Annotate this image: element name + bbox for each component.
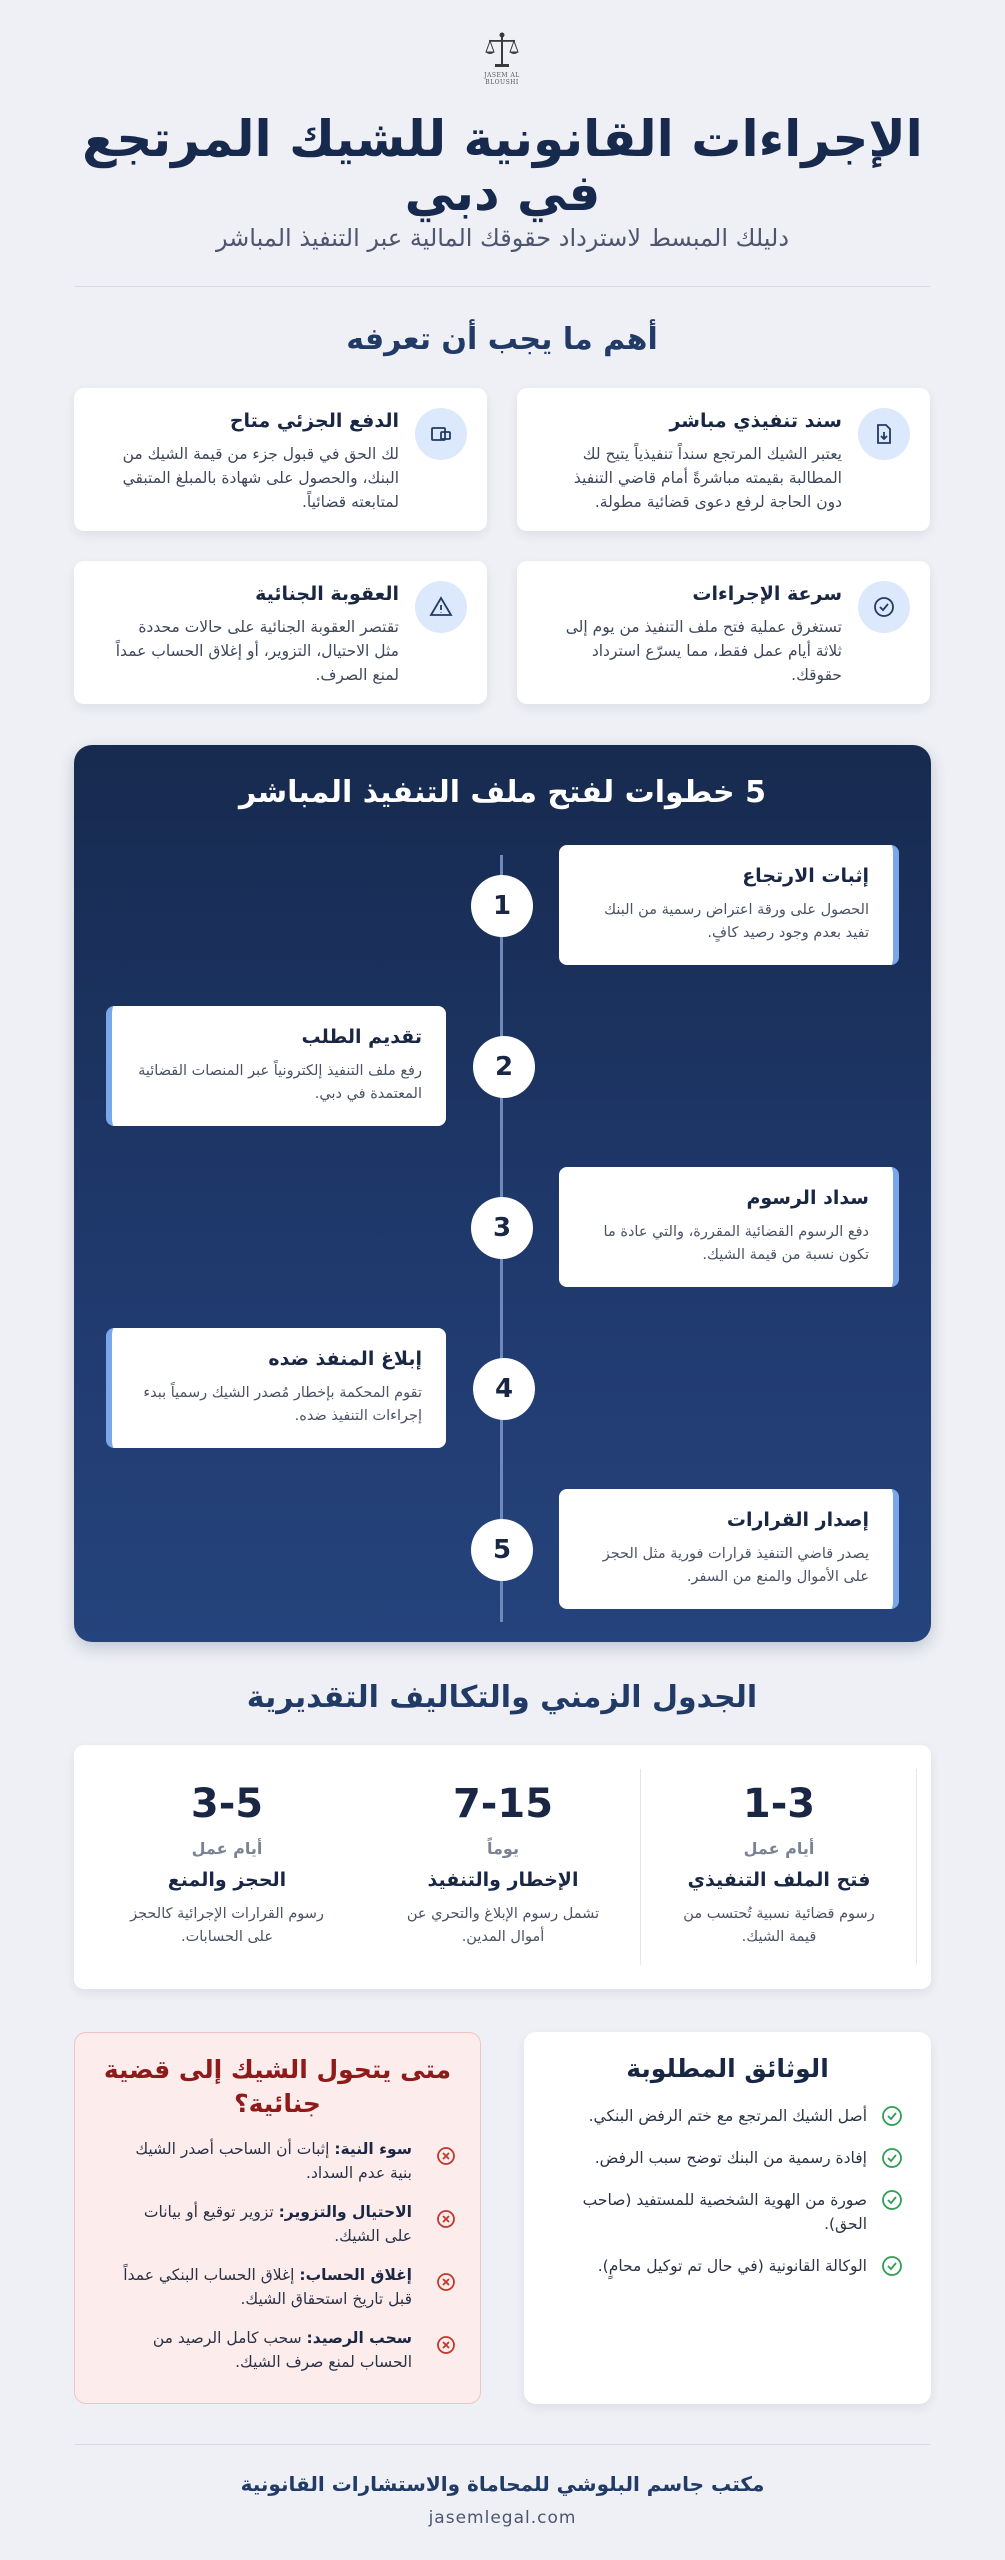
list-item xyxy=(548,2188,903,2236)
step-card-2 xyxy=(106,1006,446,1126)
cost-duration: 3-5 xyxy=(190,1781,264,1827)
step-card-3 xyxy=(559,1167,899,1287)
cost-duration: 7-15 xyxy=(452,1781,554,1827)
list-item xyxy=(115,2200,456,2248)
info-card-desc: تقتصر العقوبة الجنائية على حالات محددة مثل الاحتيال، التزوير، أو إغلاق الحساب عمداً لمنع الصرف. xyxy=(115,618,399,684)
criminal-case-card xyxy=(74,2032,481,2404)
step-title: إثبات الارتجاع xyxy=(742,865,869,887)
list-item xyxy=(115,2326,456,2374)
cost-unit: يوماً xyxy=(487,1839,519,1858)
step-title: سداد الرسوم xyxy=(746,1187,869,1209)
documents-list xyxy=(548,2104,903,2296)
criminal-item-text: إغلاق الحساب البنكي عمداً قبل تاريخ استحقاق الشيك. xyxy=(123,2266,412,2308)
documents-card xyxy=(524,2032,931,2404)
criminal-title: متى يتحول الشيك إلى قضية جنائية؟ xyxy=(103,2055,452,2118)
step-number: 2 xyxy=(473,1036,535,1098)
document-item: إفادة رسمية من البنك توضح سبب الرفض. xyxy=(594,2149,867,2167)
step-title: إبلاغ المنفذ ضده xyxy=(268,1348,422,1370)
step-number: 3 xyxy=(471,1197,533,1259)
logo-text: JASEM AL BLOUSHI xyxy=(484,72,520,86)
page-subtitle: دليلك المبسط لاسترداد حقوقك المالية عبر التنفيذ المباشر xyxy=(215,224,790,252)
cost-column xyxy=(365,1745,641,1989)
x-circle-icon xyxy=(436,2272,456,2292)
step-title: تقديم الطلب xyxy=(301,1026,422,1048)
step-title: إصدار القرارات xyxy=(726,1509,869,1531)
step-desc: رفع ملف التنفيذ إلكترونياً عبر المنصات القضائية المعتمدة في دبي. xyxy=(138,1063,422,1102)
criminal-item-text: تزوير توقيع أو بيانات على الشيك. xyxy=(143,2203,412,2245)
info-card-partial-payment xyxy=(74,388,487,531)
info-card-criminal-penalty xyxy=(74,561,487,704)
x-circle-icon xyxy=(436,2209,456,2229)
step-desc: دفع الرسوم القضائية المقررة، والتي عادة ما تكون نسبة من قيمة الشيك. xyxy=(603,1224,869,1263)
list-item xyxy=(115,2137,456,2185)
section-title-know: أهم ما يجب أن تعرفه xyxy=(346,322,658,357)
criminal-item-label: سحب الرصيد: xyxy=(306,2329,412,2347)
info-card-executive-instrument xyxy=(517,388,930,531)
cost-unit: أيام عمل xyxy=(743,1839,815,1858)
firm-logo xyxy=(467,32,537,92)
info-card-speed xyxy=(517,561,930,704)
cost-column xyxy=(89,1745,365,1989)
cost-column xyxy=(641,1745,917,1989)
info-card-desc: يعتبر الشيك المرتجع سنداً تنفيذياً يتيح لك المطالبة بقيمته مباشرةً أمام قاضي التنفيذ دون الحاجة لرفع دعوى قضائية مطولة. xyxy=(573,445,842,511)
info-card-title: العقوبة الجنائية xyxy=(255,583,399,605)
step-desc: الحصول على ورقة اعتراض رسمية من البنك تفيد بعدم وجود رصيد كافٍ. xyxy=(604,902,869,941)
warning-icon xyxy=(415,581,467,633)
check-icon xyxy=(881,2105,903,2127)
info-card-title: الدفع الجزئي متاح xyxy=(229,410,399,432)
criminal-item-label: إغلاق الحساب: xyxy=(299,2266,412,2284)
cost-title: الإخطار والتنفيذ xyxy=(427,1869,579,1891)
list-item xyxy=(115,2263,456,2311)
divider xyxy=(74,2444,930,2445)
footer-firm-name: مكتب جاسم البلوشي للمحاماة والاستشارات القانونية xyxy=(240,2472,765,2496)
cost-title: فتح الملف التنفيذي xyxy=(687,1869,871,1891)
steps-title: 5 خطوات لفتح ملف التنفيذ المباشر xyxy=(239,775,766,810)
info-card-desc: لك الحق في قبول جزء من قيمة الشيك من البنك، والحصول على شهادة بالمبلغ المتبقي لمتابعته قضائياً. xyxy=(122,445,399,511)
cost-desc: رسوم القرارات الإجرائية كالحجز على الحسابات. xyxy=(130,1906,324,1945)
document-item: صورة من الهوية الشخصية للمستفيد (صاحب الحق). xyxy=(582,2191,867,2233)
document-download-icon xyxy=(858,408,910,460)
steps-panel xyxy=(74,745,931,1642)
documents-title: الوثائق المطلوبة xyxy=(626,2054,829,2083)
criminal-item-label: سوء النية: xyxy=(334,2140,412,2158)
check-circle-icon xyxy=(858,581,910,633)
x-circle-icon xyxy=(436,2335,456,2355)
cost-title: الحجز والمنع xyxy=(167,1869,287,1891)
cost-desc: تشمل رسوم الإبلاغ والتحري عن أموال المدين. xyxy=(406,1906,600,1945)
partial-payment-icon xyxy=(415,408,467,460)
list-item xyxy=(548,2254,903,2278)
step-card-5 xyxy=(559,1489,899,1609)
cost-unit: أيام عمل xyxy=(191,1839,263,1858)
divider xyxy=(916,1769,917,1965)
step-desc: يصدر قاضي التنفيذ قرارات فورية مثل الحجز على الأموال والمنع من السفر. xyxy=(602,1546,869,1585)
document-item: الوكالة القانونية (في حال تم توكيل محامٍ). xyxy=(597,2257,867,2275)
info-card-title: سرعة الإجراءات xyxy=(692,583,842,605)
cost-duration: 1-3 xyxy=(742,1781,816,1827)
section-title-costs: الجدول الزمني والتكاليف التقديرية xyxy=(246,1680,758,1715)
step-number: 5 xyxy=(471,1519,533,1581)
step-card-1 xyxy=(559,845,899,965)
info-card-desc: تستغرق عملية فتح ملف التنفيذ من يوم إلى ثلاثة أيام عمل فقط، مما يسرّع استرداد حقوقك. xyxy=(565,618,842,684)
check-icon xyxy=(881,2189,903,2211)
scales-of-justice-icon xyxy=(485,32,519,72)
step-desc: تقوم المحكمة بإخطار مُصدر الشيك رسمياً ببدء إجراءات التنفيذ ضده. xyxy=(143,1385,422,1424)
divider xyxy=(74,286,930,287)
page-title: الإجراءات القانونية للشيك المرتجع في دبي xyxy=(82,110,923,222)
criminal-list xyxy=(115,2137,456,2389)
check-icon xyxy=(881,2255,903,2277)
check-icon xyxy=(881,2147,903,2169)
cost-desc: رسوم قضائية نسبية تُحتسب من قيمة الشيك. xyxy=(683,1906,875,1945)
step-number: 4 xyxy=(473,1358,535,1420)
list-item xyxy=(548,2104,903,2128)
list-item xyxy=(548,2146,903,2170)
criminal-item-text: إثبات أن الساحب أصدر الشيك بنية عدم السداد. xyxy=(135,2140,412,2182)
document-item: أصل الشيك المرتجع مع ختم الرفض البنكي. xyxy=(588,2107,867,2125)
criminal-item-label: الاحتيال والتزوير: xyxy=(278,2203,412,2221)
step-card-4 xyxy=(106,1328,446,1448)
step-number: 1 xyxy=(471,875,533,937)
info-card-title: سند تنفيذي مباشر xyxy=(669,410,842,432)
costs-panel xyxy=(74,1745,931,1989)
x-circle-icon xyxy=(436,2146,456,2166)
footer-website-link[interactable]: jasemlegal.com xyxy=(428,2508,577,2528)
criminal-item-text: سحب كامل الرصيد من الحساب لمنع صرف الشيك. xyxy=(152,2329,412,2371)
